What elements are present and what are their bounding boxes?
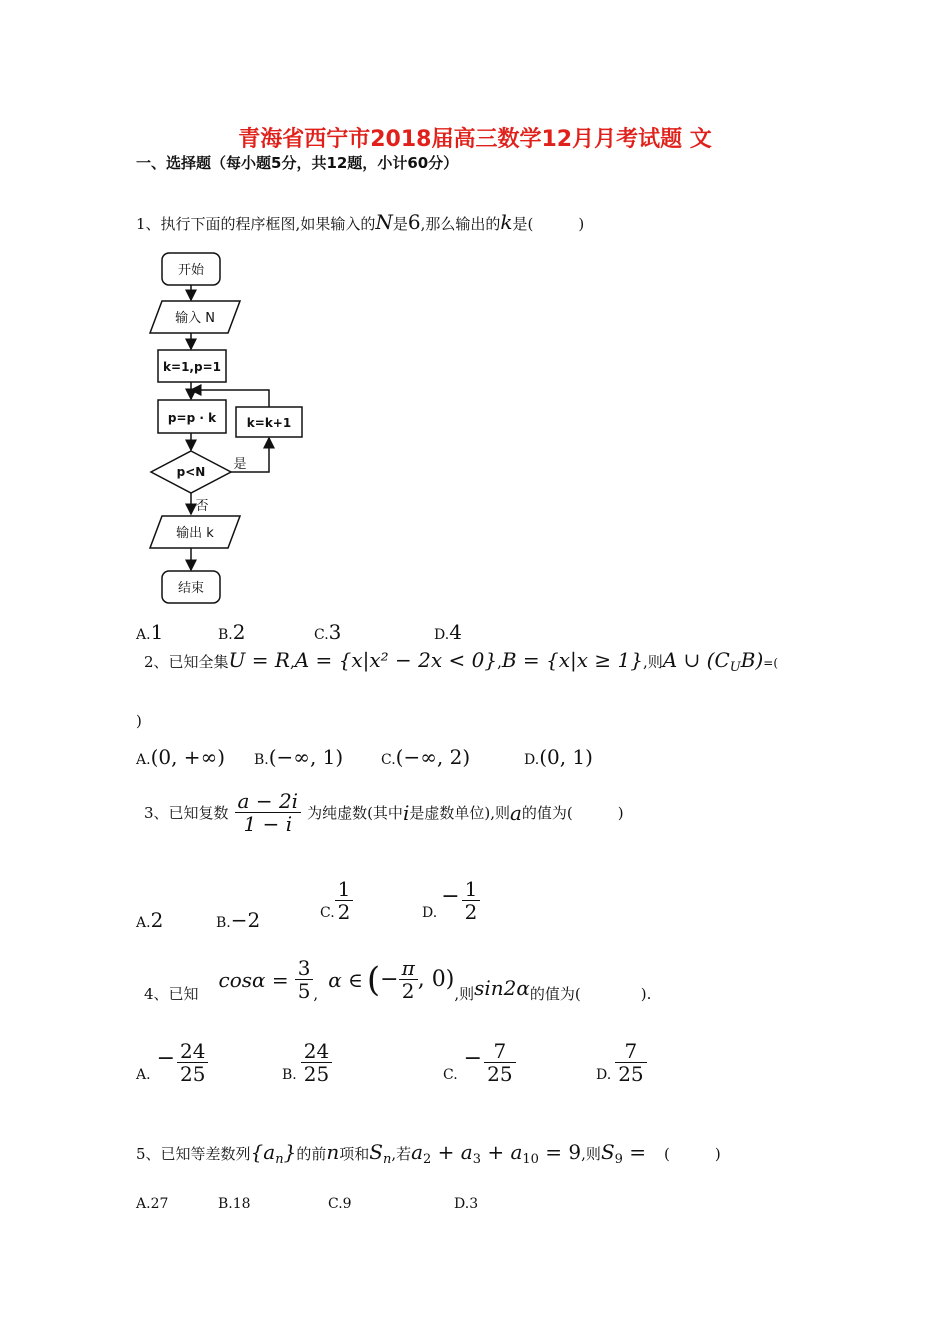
q4-option-d[interactable]: D. $\frac{7}{25}$: [596, 1040, 647, 1085]
q3-option-c[interactable]: C. $\frac{1}{2}$: [320, 878, 353, 923]
q1-var-k: k: [500, 210, 513, 234]
q2-option-d[interactable]: D.(0, 1): [524, 745, 593, 769]
section-heading: 一、选择题（每小题5分，共12题，小计60分）: [136, 154, 459, 172]
q2-expression: A ∪ (C: [662, 648, 730, 672]
q5-option-c[interactable]: C.9: [328, 1196, 352, 1212]
q2-set-a: A = {x|x² − 2x < 0}: [294, 648, 498, 672]
q2-option-c[interactable]: C.(−∞, 2): [381, 745, 471, 769]
q1-text: 是: [392, 215, 408, 233]
q5-option-a[interactable]: A.27: [136, 1196, 169, 1212]
flow-increment-label: k=k+1: [246, 416, 292, 430]
q1-option-a[interactable]: A.1: [136, 620, 164, 644]
q3-option-d[interactable]: D. − $\frac{1}{2}$: [422, 878, 480, 923]
q1-value: 6: [407, 210, 421, 234]
q4-cos: cosα =: [218, 967, 289, 992]
q3-fraction: $\frac{a - 2i}{1 - i}$: [235, 790, 302, 835]
q2-close-paren: ): [136, 712, 142, 730]
q1-option-d[interactable]: D.4: [434, 620, 462, 644]
question-4: 4、已知 cosα = $\frac{3}{5}$ , α ∈ ( − $\frac{\pi}{2}$ , 0) ,则 sin2α 的值为( ).: [144, 956, 652, 1003]
flow-yes-label: 是: [233, 457, 247, 472]
q1-option-c[interactable]: C.3: [314, 620, 342, 644]
q2-set-b: B = {x|x ≥ 1}: [501, 648, 643, 672]
question-3: 3、已知复数 $\frac{a - 2i}{1 - i}$ 为纯虚数(其中 i 是虚数单位),则 a 的值为( ): [144, 789, 624, 836]
flow-start-label: 开始: [177, 263, 205, 278]
flow-output-label: 输出 k: [176, 526, 214, 541]
document-title: 青海省西宁市2018届高三数学12月月考试题 文: [238, 127, 712, 152]
q3-option-a[interactable]: A.2: [136, 908, 164, 932]
question-5: 5、已知等差数列$\{a_n\}$的前n项和$S_n$,若$a_2 + a_3 + a_{10} = 9$,则$S_9$ = ( ): [136, 1140, 721, 1167]
q4-sin: sin2α: [474, 975, 530, 1000]
q3-option-b[interactable]: B.−2: [216, 908, 261, 932]
flow-input-label: 输入 N: [175, 311, 215, 326]
question-2: 2、已知全集U = R,A = {x|x² − 2x < 0},B = {x|x ≥ 1},则A ∪ $(C_UB)=$(: [144, 648, 779, 675]
flowchart: [140, 245, 320, 615]
q4-option-b[interactable]: B. $\frac{24}{25}$: [282, 1040, 332, 1085]
flow-init-label: k=1,p=1: [163, 360, 221, 374]
question-1: [136, 210, 584, 234]
flow-no-label: 否: [195, 499, 209, 514]
q1-option-b[interactable]: B.2: [218, 620, 246, 644]
q2-option-a[interactable]: A.(0, +∞): [136, 745, 226, 769]
q4-option-a[interactable]: A. − $\frac{24}{25}$: [136, 1040, 208, 1085]
q1-text: 1、执行下面的程序框图,如果输入的: [136, 215, 376, 233]
q5-option-b[interactable]: B.18: [218, 1196, 251, 1212]
q1-var-n: N: [375, 210, 393, 234]
q1-text: 是( ): [512, 215, 585, 233]
flow-multiply-label: p=p · k: [167, 411, 217, 425]
q5-option-d[interactable]: D.3: [454, 1196, 479, 1212]
q2-universe: U = R: [228, 648, 290, 672]
flow-end-label: 结束: [177, 581, 205, 596]
flow-condition-label: p<N: [176, 465, 206, 479]
q2-option-b[interactable]: B.(−∞, 1): [254, 745, 344, 769]
q1-text: ,那么输出的: [420, 215, 501, 233]
q4-option-c[interactable]: C. − $\frac{7}{25}$: [443, 1040, 516, 1085]
